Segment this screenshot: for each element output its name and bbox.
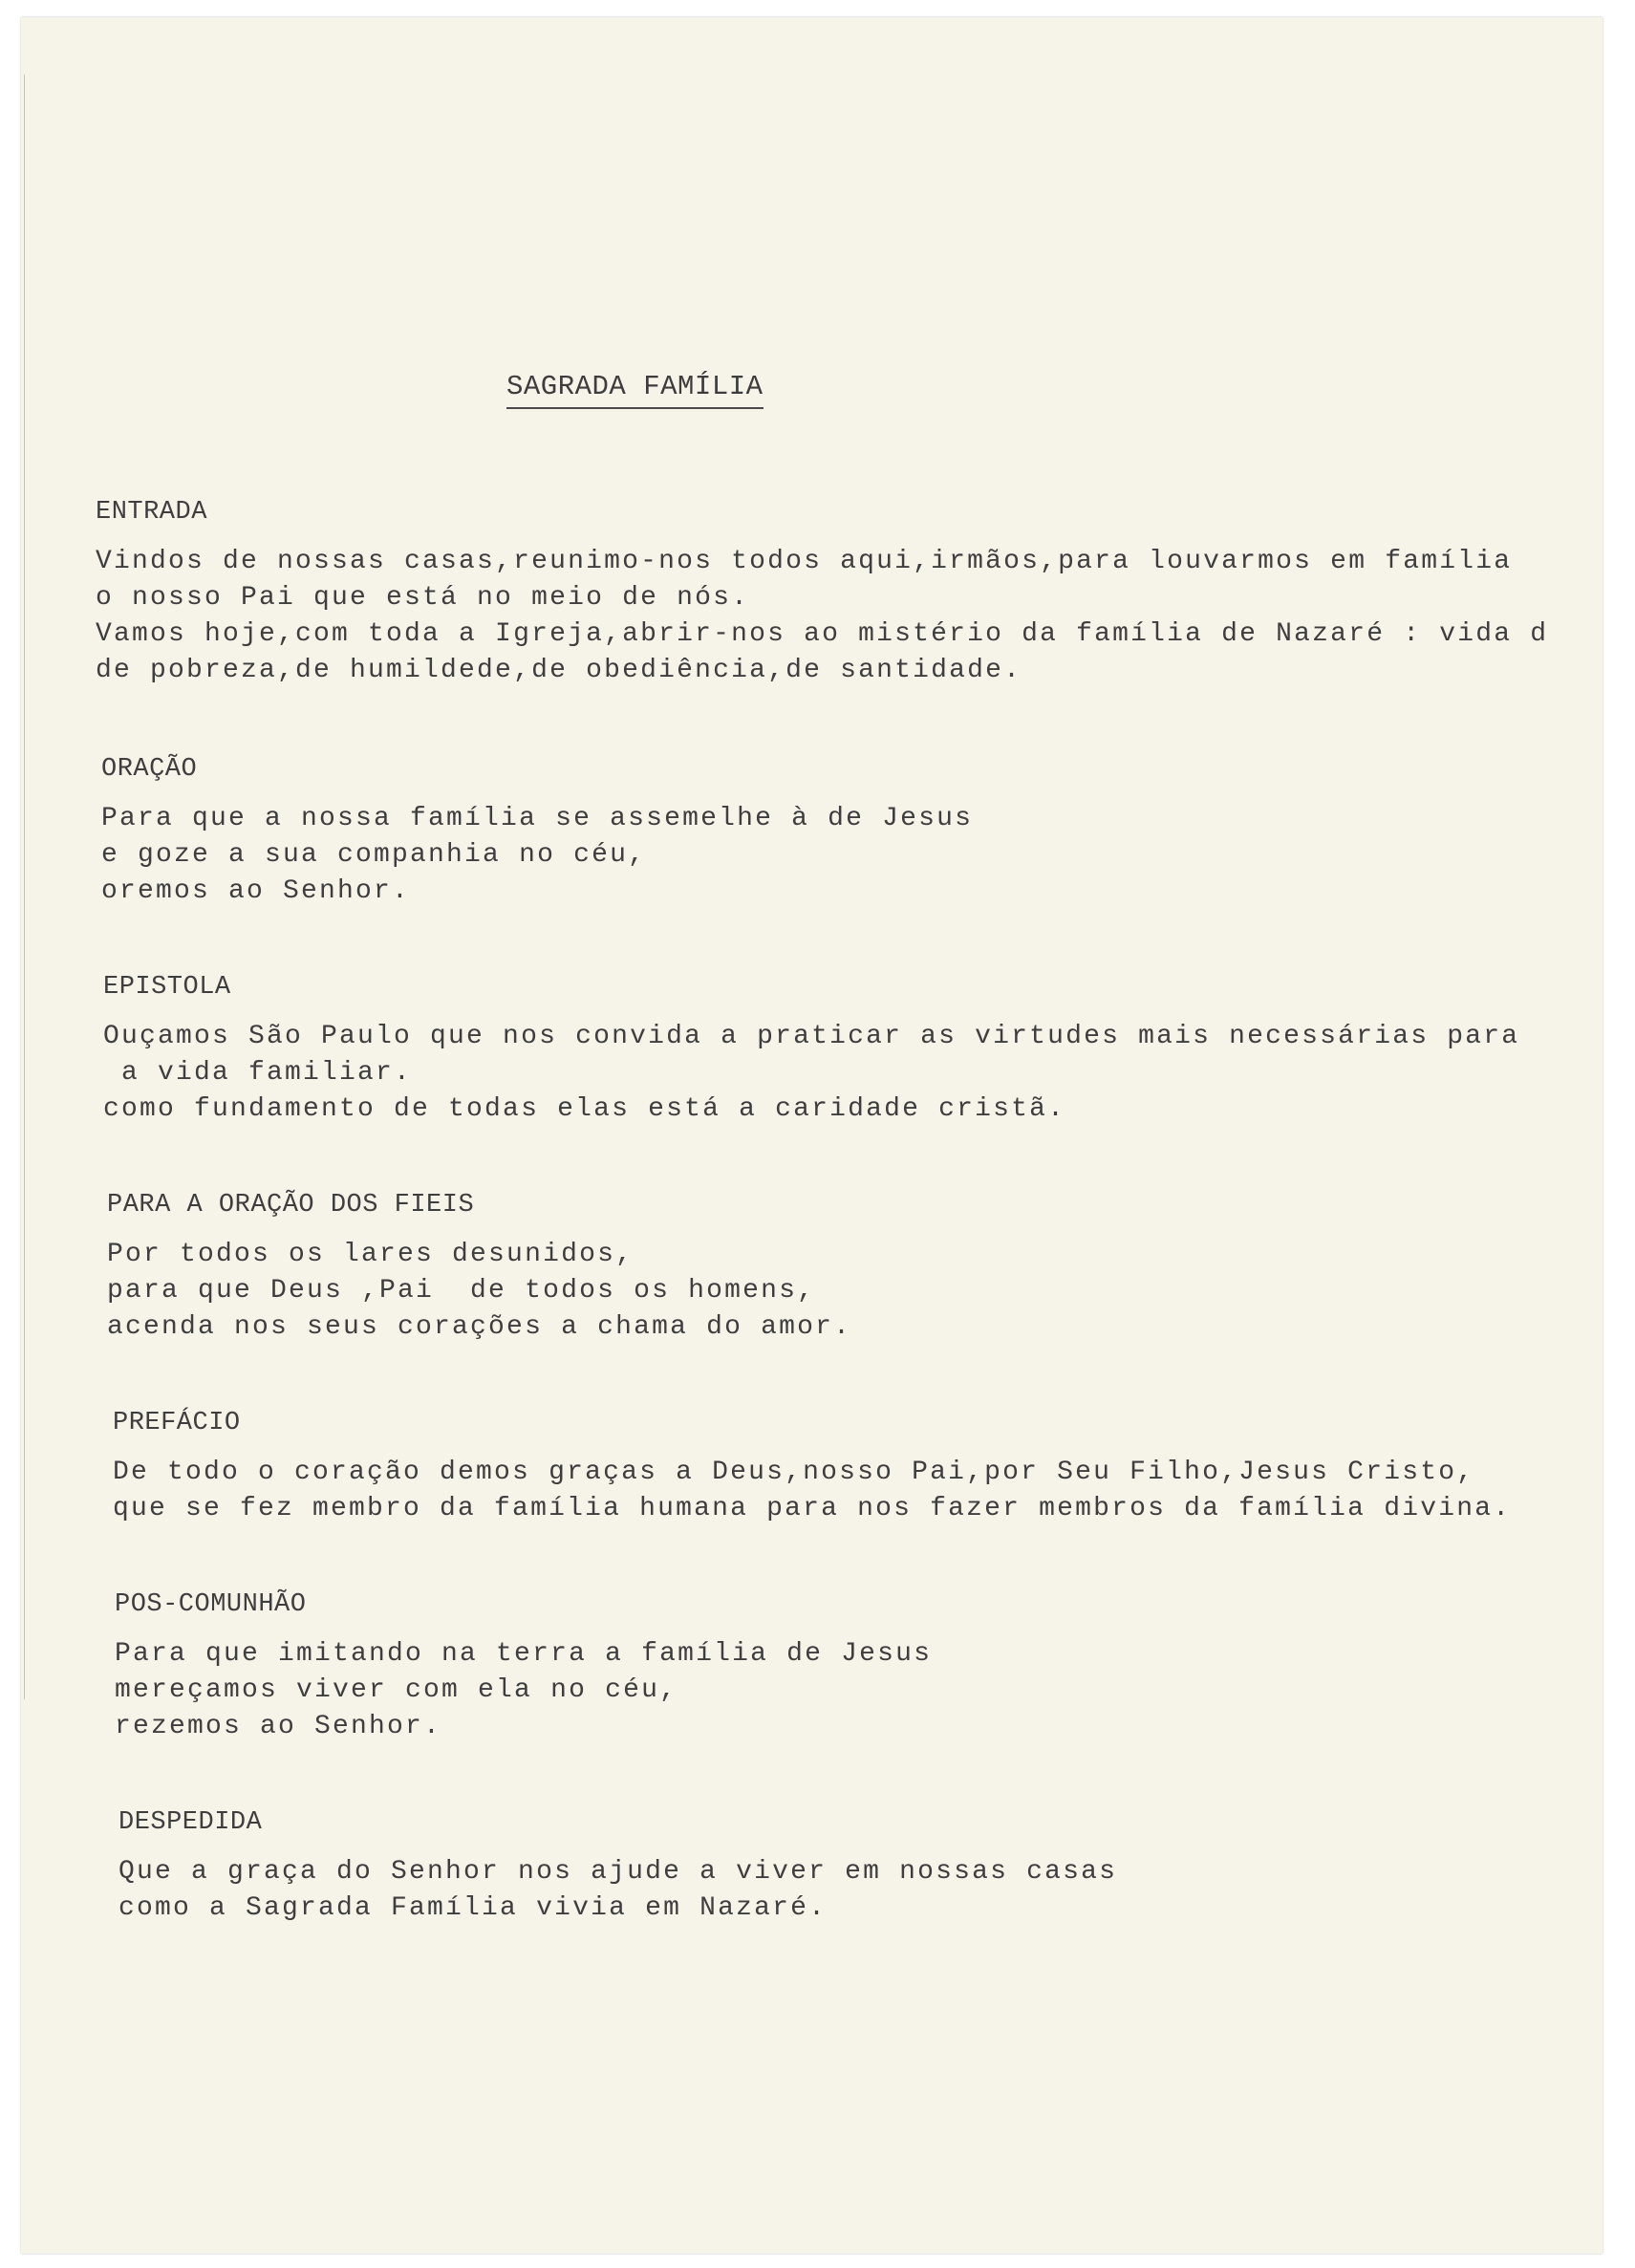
- text-line: oremos ao Senhor.: [101, 876, 411, 906]
- text-line: acenda nos seus corações a chama do amor.: [107, 1312, 852, 1342]
- section-despedida: [118, 1808, 1117, 1927]
- text-line: Ouçamos São Paulo que nos convida a praticar as virtudes mais necessárias para: [103, 1022, 1520, 1051]
- section-heading: ENTRADA: [96, 498, 207, 527]
- section-heading: EPISTOLA: [103, 973, 231, 1002]
- section-heading: POS-COMUNHÃO: [115, 1590, 307, 1619]
- text-line: como fundamento de todas elas está a caridade cristã.: [103, 1094, 1066, 1124]
- text-line: rezemos ao Senhor.: [115, 1712, 442, 1741]
- text-line: De todo o coração demos graças a Deus,nosso Pai,por Seu Filho,Jesus Cristo,: [113, 1458, 1475, 1487]
- section-oracao-dos-fieis: [107, 1191, 851, 1346]
- section-heading: DESPEDIDA: [118, 1808, 263, 1837]
- section-entrada: [96, 498, 1548, 689]
- section-epistola: [103, 973, 1519, 1128]
- text-line: que se fez membro da família humana para nos fazer membros da família divina.: [113, 1494, 1512, 1523]
- text-line: Que a graça do Senhor nos ajude a viver em nossas casas: [118, 1857, 1118, 1887]
- text-line: e goze a sua companhia no céu,: [101, 840, 647, 870]
- text-line: a vida familiar.: [103, 1058, 413, 1088]
- text-line: mereçamos viver com ela no céu,: [115, 1675, 678, 1705]
- text-line: Para que imitando na terra a família de Jesus: [115, 1639, 933, 1669]
- text-line: Para que a nossa família se assemelhe à de Jesus: [101, 804, 974, 833]
- text-line: Vindos de nossas casas,reunimo-nos todos aqui,irmãos,para louvarmos em família: [96, 547, 1513, 576]
- section-heading: PARA A ORAÇÃO DOS FIEIS: [107, 1191, 475, 1220]
- section-prefacio: [113, 1409, 1511, 1527]
- section-heading: ORAÇÃO: [101, 755, 198, 784]
- text-line: o nosso Pai que está no meio de nós.: [96, 583, 750, 613]
- text-line: Vamos hoje,com toda a Igreja,abrir-nos ao mistério da família de Nazaré : vida d: [96, 619, 1549, 649]
- text-line: para que Deus ,Pai de todos os homens,: [107, 1276, 816, 1306]
- document-title: SAGRADA FAMÍLIA: [506, 371, 764, 409]
- section-pos-comunhao: [115, 1590, 932, 1745]
- section-oracao: [101, 755, 973, 910]
- text-line: de pobreza,de humildede,de obediência,de santidade.: [96, 656, 1022, 685]
- text-line: como a Sagrada Família vivia em Nazaré.: [118, 1893, 828, 1923]
- text-line: Por todos os lares desunidos,: [107, 1240, 635, 1269]
- paper-sheet: [21, 17, 1603, 2254]
- section-heading: PREFÁCIO: [113, 1409, 241, 1437]
